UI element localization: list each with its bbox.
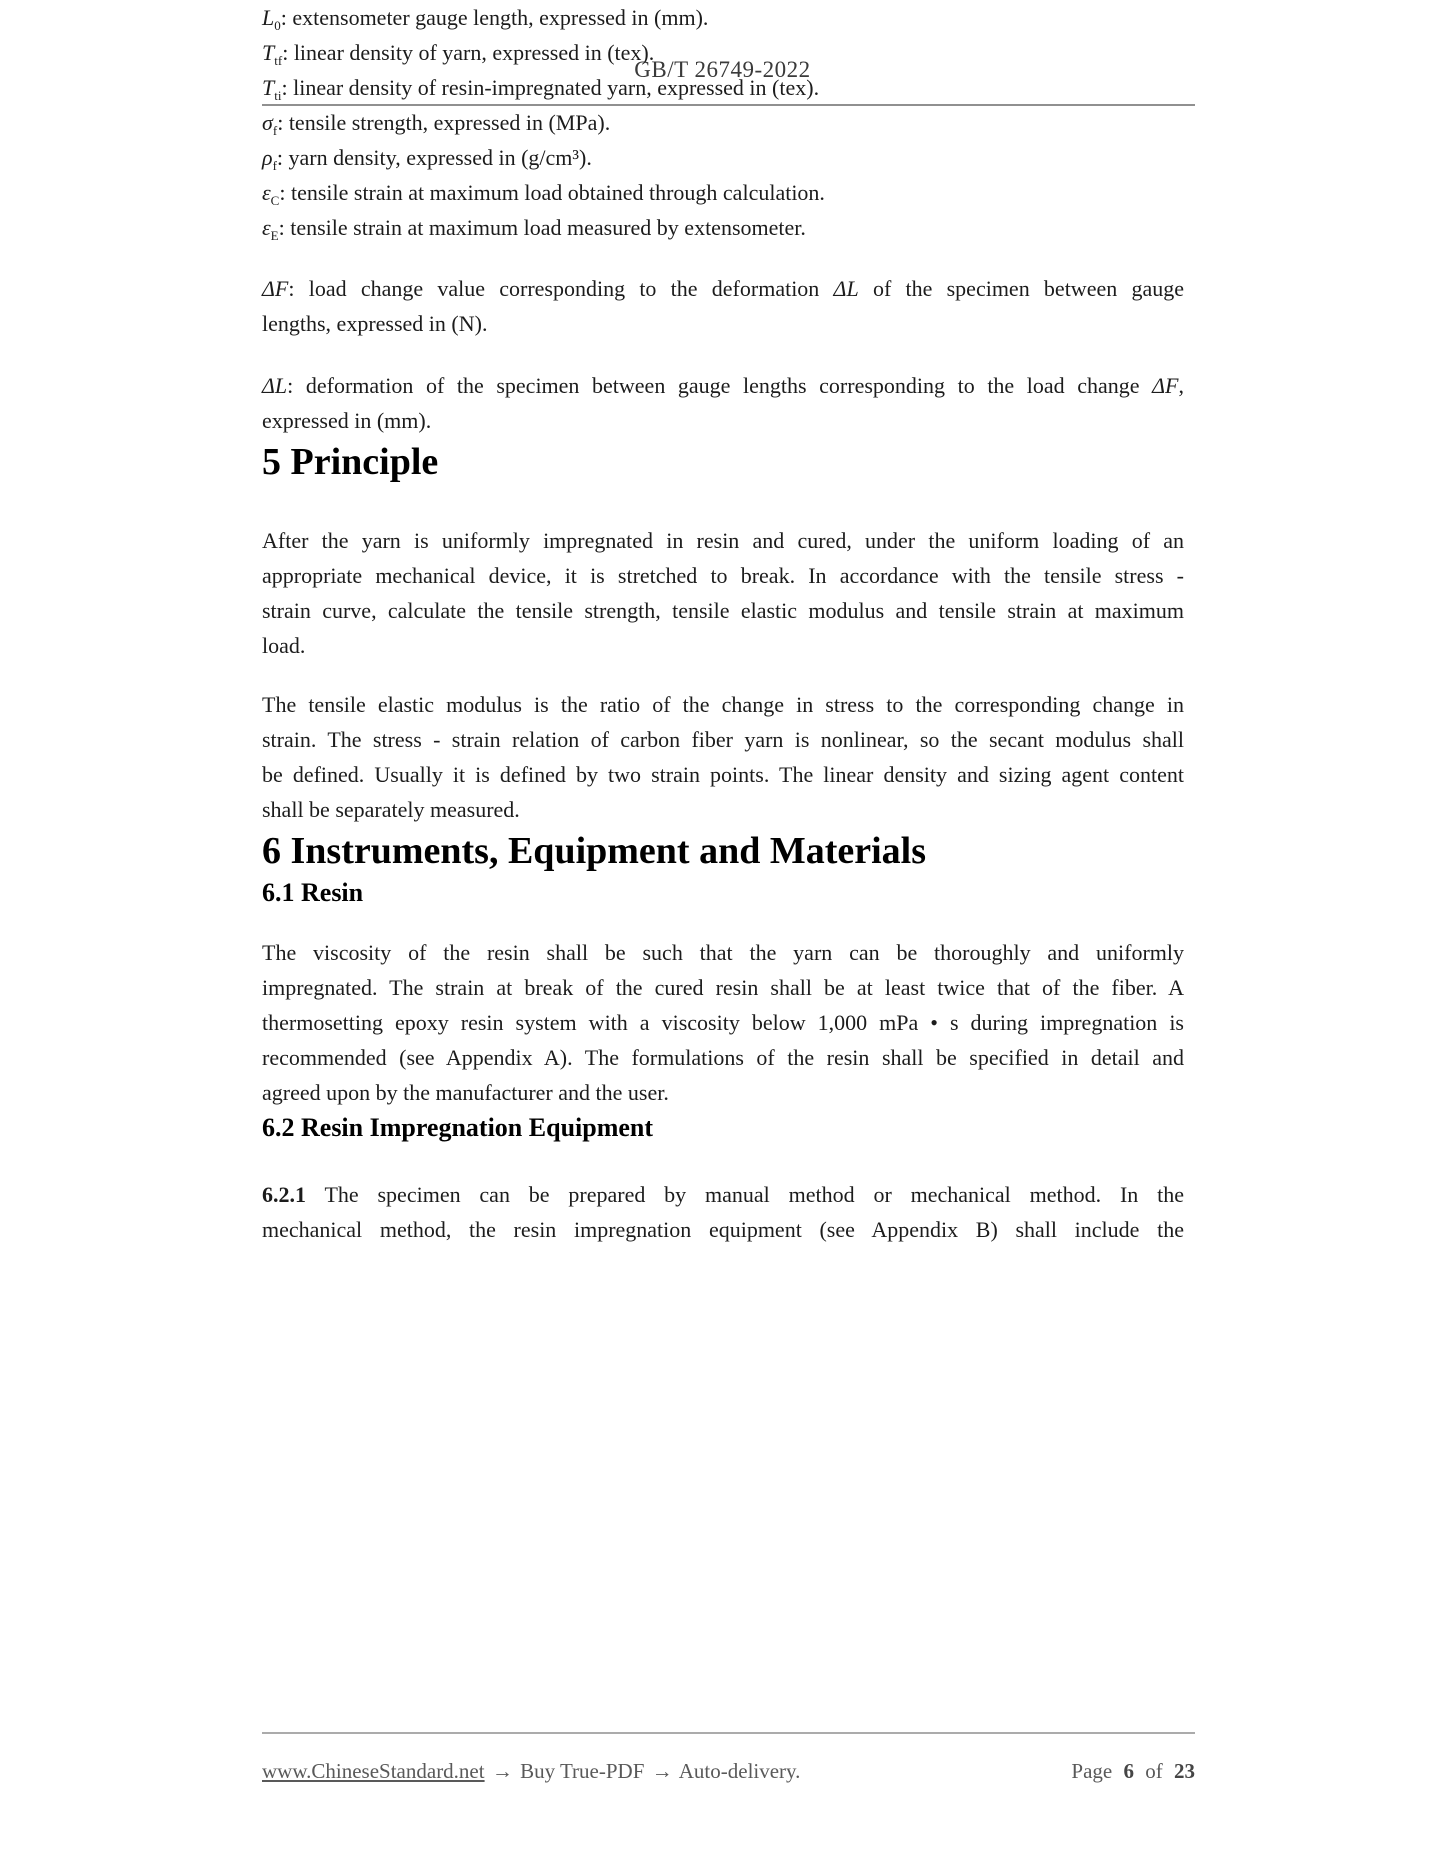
- definition-sigma-f: [262, 105, 1184, 140]
- definition-text: : linear density of yarn, expressed in (tex).: [282, 40, 655, 65]
- text-line: [262, 271, 1184, 306]
- definition-symbol: ΔF: [262, 276, 289, 301]
- definition-subscript: f: [272, 123, 278, 138]
- of-label: of: [1145, 1759, 1163, 1783]
- standard-code: GB/T 26749-2022: [634, 57, 811, 82]
- definition-ttf: [262, 35, 1184, 70]
- text-line: [262, 1177, 1184, 1212]
- definition-text: ,: [1178, 373, 1184, 398]
- subsection-6-2-heading: 6.2 Resin Impregnation Equipment: [262, 1113, 654, 1142]
- current-page-number: 6: [1123, 1759, 1134, 1783]
- definition-text: of the specimen between gauge: [858, 276, 1184, 301]
- definition-text: : deformation of the specimen between gauge lengths corresponding to the load change: [287, 373, 1153, 398]
- definition-symbol: σ: [262, 110, 273, 135]
- definition-text: : load change value corresponding to the deformation: [288, 276, 834, 301]
- text-line: strain curve, calculate the tensile strength, tensile elastic modulus and tensile strain at maximum: [262, 598, 1184, 623]
- clause-text: The specimen can be prepared by manual method or mechanical method. In the: [324, 1182, 1184, 1207]
- definition-tti: [262, 70, 1184, 105]
- page-label: Page: [1071, 1759, 1113, 1783]
- definition-subscript: f: [272, 158, 277, 173]
- definition-delta-l: [262, 368, 1184, 438]
- text-line: appropriate mechanical device, it is stretched to break. In accordance with the tensile stress -: [262, 563, 1184, 588]
- text-line: thermosetting epoxy resin system with a viscosity below 1,000 mPa • s during impregnation is: [262, 1010, 1184, 1035]
- text-line: lengths, expressed in (N).: [262, 311, 488, 336]
- definition-l0: [262, 0, 1184, 35]
- footer-rule: [262, 1732, 1195, 1734]
- definition-subscript: E: [270, 228, 279, 243]
- text-line: be defined. Usually it is defined by two strain points. The linear density and sizing agent content: [262, 762, 1184, 787]
- text-line: The tensile elastic modulus is the ratio of the change in stress to the corresponding change in: [262, 692, 1184, 717]
- text-line: mechanical method, the resin impregnation equipment (see Appendix B) shall include the: [262, 1217, 1184, 1242]
- definition-symbol: L: [262, 5, 275, 30]
- definition-symbol: ΔL: [262, 373, 288, 398]
- right-arrow-icon: →: [651, 1759, 673, 1783]
- buy-pdf-label: Buy True-PDF: [520, 1759, 645, 1783]
- definition-subscript: 0: [274, 18, 281, 33]
- definition-epsilon-e: [262, 210, 1184, 245]
- definition-symbol: ρ: [262, 145, 273, 170]
- definition-symbol: ε: [262, 215, 271, 240]
- definition-text: : yarn density, expressed in (g/cm³).: [276, 145, 592, 170]
- text-line: impregnated. The strain at break of the cured resin shall be at least twice that of the fiber. A: [262, 975, 1184, 1000]
- definition-delta-f: [262, 271, 1184, 341]
- definition-subscript: C: [270, 193, 280, 208]
- text-line: strain. The stress - strain relation of carbon fiber yarn is nonlinear, so the secant modulus shall: [262, 727, 1184, 752]
- subsection-6-1-heading: 6.1 Resin: [262, 878, 364, 907]
- principle-paragraph-1: [262, 523, 1184, 663]
- clause-number: 6.2.1: [262, 1182, 306, 1207]
- text-line: [262, 368, 1184, 403]
- definition-epsilon-c: [262, 175, 1184, 210]
- text-line: expressed in (mm).: [262, 408, 432, 433]
- footer-source-line: [262, 1756, 800, 1786]
- section-5-heading: 5 Principle: [262, 441, 439, 483]
- clause-6-2-1-paragraph: [262, 1177, 1184, 1247]
- document-body: [262, 0, 1184, 1247]
- inline-symbol: ΔF: [1152, 373, 1179, 398]
- inline-symbol: ΔL: [833, 276, 859, 301]
- definition-text: : tensile strain at maximum load measured by extensometer.: [278, 215, 806, 240]
- total-pages-number: 23: [1174, 1759, 1195, 1783]
- definition-symbol: T: [262, 75, 275, 100]
- definition-symbol: T: [262, 40, 275, 65]
- right-arrow-icon: →: [491, 1759, 513, 1783]
- text-line: shall be separately measured.: [262, 797, 520, 822]
- page-indicator: [1071, 1756, 1195, 1786]
- text-line: The viscosity of the resin shall be such that the yarn can be thoroughly and uniformly: [262, 940, 1184, 965]
- text-line: recommended (see Appendix A). The formulations of the resin shall be specified in detail and: [262, 1045, 1184, 1070]
- definition-text: : tensile strain at maximum load obtained through calculation.: [279, 180, 825, 205]
- section-6-heading: 6 Instruments, Equipment and Materials: [262, 830, 926, 872]
- definition-subscript: ti: [274, 88, 282, 103]
- website-link[interactable]: www.ChineseStandard.net: [262, 1759, 485, 1783]
- definition-rho-f: [262, 140, 1184, 175]
- text-line: agreed upon by the manufacturer and the user.: [262, 1080, 669, 1105]
- definition-text: : linear density of resin-impregnated yarn, expressed in (tex).: [281, 75, 820, 100]
- resin-paragraph: [262, 935, 1184, 1110]
- auto-delivery-label: Auto-delivery.: [678, 1759, 801, 1783]
- page-footer: [262, 1756, 1195, 1786]
- definition-text: : tensile strength, expressed in (MPa).: [277, 110, 611, 135]
- principle-paragraph-2: [262, 687, 1184, 827]
- definition-symbol: ε: [262, 180, 271, 205]
- definition-text: : extensometer gauge length, expressed in (mm).: [280, 5, 709, 30]
- definition-subscript: tf: [274, 53, 283, 68]
- text-line: load.: [262, 633, 306, 658]
- text-line: After the yarn is uniformly impregnated in resin and cured, under the uniform loading of an: [262, 528, 1184, 553]
